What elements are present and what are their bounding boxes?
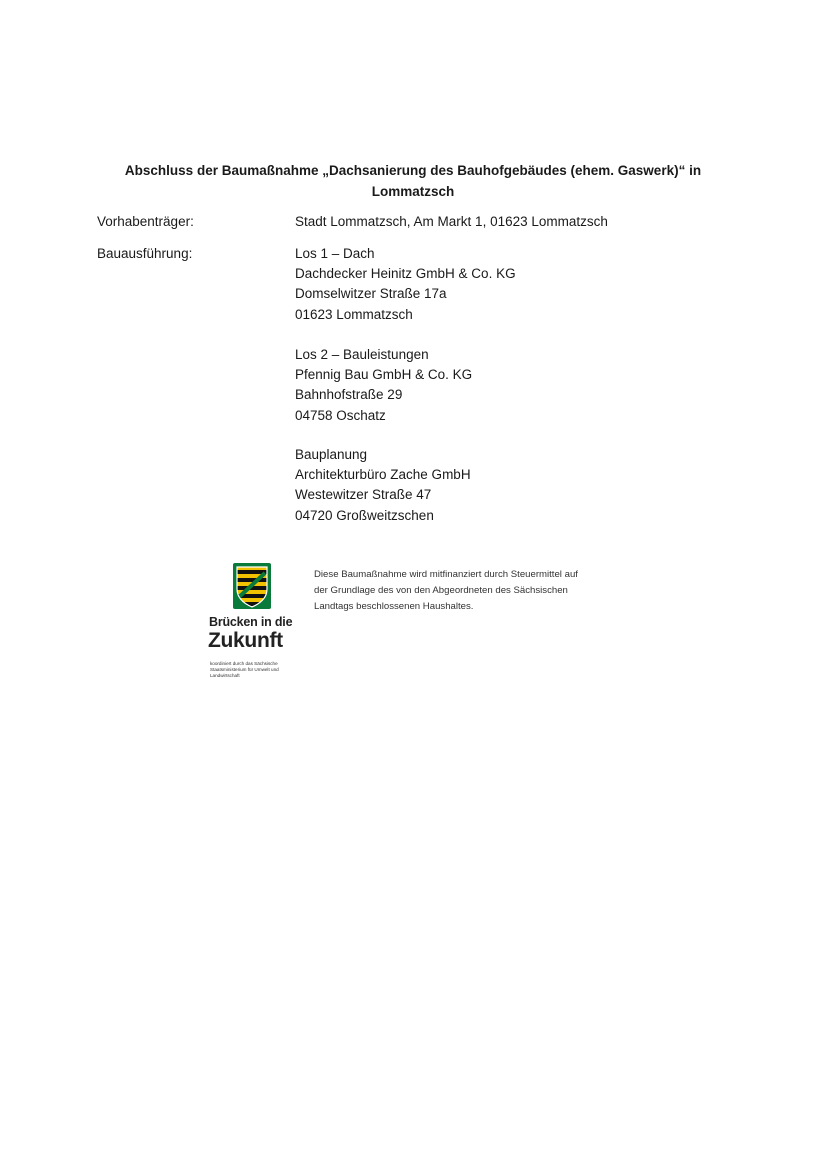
los-2-line: Los 2 – Bauleistungen xyxy=(295,347,429,362)
logo-text-line-1: Brücken in die xyxy=(209,615,293,629)
logo-subtext-line: Staatsministerium für Umwelt und xyxy=(210,667,279,672)
los-1-line: Los 1 – Dach xyxy=(295,246,375,261)
bauplanung-line: 04720 Großweitzschen xyxy=(295,507,434,523)
los-2-line: Pfennig Bau GmbH & Co. KG xyxy=(295,367,473,383)
bruecken-in-die-zukunft-logo xyxy=(205,563,305,688)
funding-line: Diese Baumaßnahme wird mitfinanziert durch Steuermittel auf xyxy=(314,569,578,580)
bauplanung-line: Architekturbüro Zache GmbH xyxy=(295,467,471,483)
logo-text-line-2: Zukunft xyxy=(208,629,283,652)
los-1-line: Dachdecker Heinitz GmbH & Co. KG xyxy=(295,266,516,282)
los-1-line: 01623 Lommatzsch xyxy=(295,306,413,322)
document-title xyxy=(120,160,706,202)
los-1-block xyxy=(295,244,516,325)
title-line-2: Lommatzsch xyxy=(371,184,455,199)
bauplanung-line: Westewitzer Straße 47 xyxy=(295,487,432,503)
los-2-block xyxy=(295,345,472,426)
title-line-1: Abschluss der Baumaßnahme „Dachsanierung des Bauhofgebäudes (ehem. Gaswerk)“ in xyxy=(124,163,702,178)
logo-subtext-line: koordiniert durch das Sächsische xyxy=(210,661,278,666)
bauausfuehrung-label: Bauausführung: xyxy=(97,246,193,261)
saxony-crest-icon xyxy=(233,563,271,609)
bauplanung-line: Bauplanung xyxy=(295,447,368,462)
los-2-line: Bahnhofstraße 29 xyxy=(295,387,403,403)
funding-line: der Grundlage des von den Abgeordneten des Sächsischen xyxy=(314,585,568,596)
logo-subtext xyxy=(210,661,310,679)
funding-notice xyxy=(314,567,634,615)
vorhabentraeger-label: Vorhabenträger: xyxy=(97,214,194,229)
los-1-line: Domselwitzer Straße 17a xyxy=(295,286,447,302)
vorhabentraeger-value: Stadt Lommatzsch, Am Markt 1, 01623 Lommatzsch xyxy=(295,214,608,229)
los-2-line: 04758 Oschatz xyxy=(295,407,386,423)
bauplanung-block xyxy=(295,445,471,526)
logo-subtext-line: Landwirtschaft xyxy=(210,673,240,678)
funding-line: Landtags beschlossenen Haushaltes. xyxy=(314,601,474,612)
